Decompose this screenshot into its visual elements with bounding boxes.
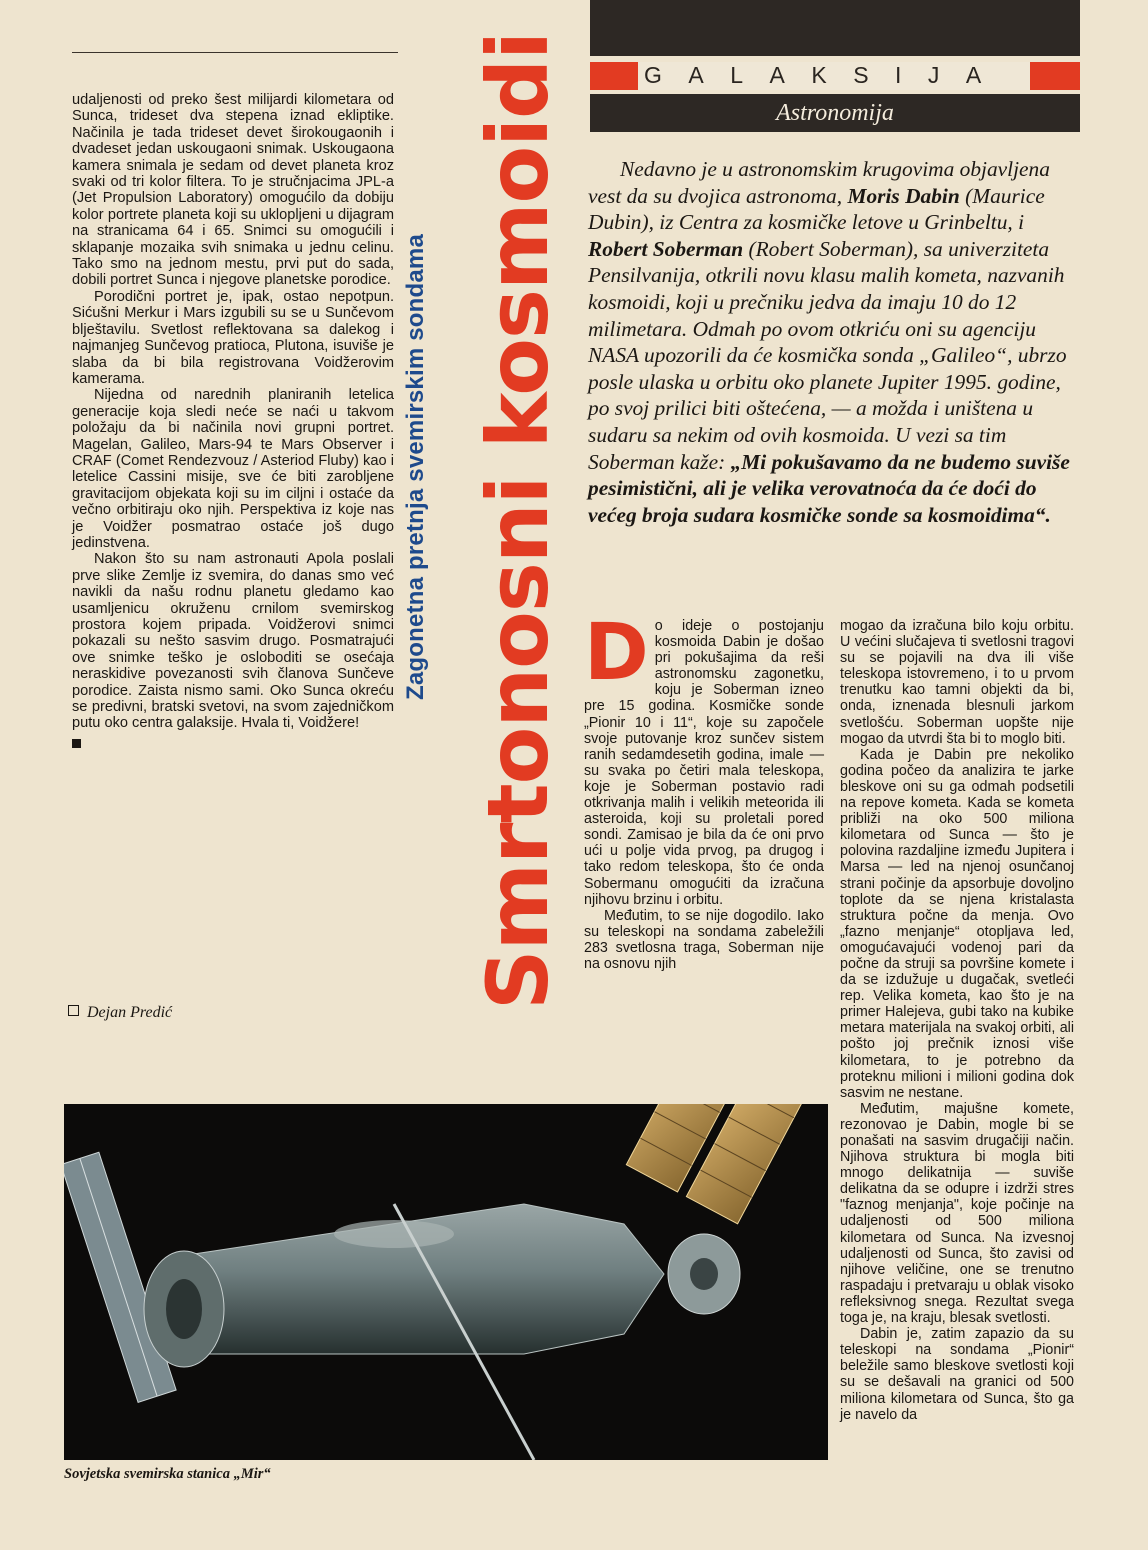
left-paragraph: Porodični portret je, ipak, ostao nepotpun. Sićušni Merkur i Mars izgubili su se u Sunčevom blještavilu. Svetlost reflektovana sa dalekog i najmanjeg Sunčevog pratioca, Plutona, isuviše je slaba da bi bila registrovana Voidžerovim kamerama. bbox=[72, 288, 394, 387]
lede-part: (Robert Soberman), sa univerziteta Pensilvanija, otkrili novu klasu malih kometa, nazvanih kosmoidi, koji u prečniku jedva da imaju 10 do 12 milimetara. Odmah po ovom otkriću oni su agenciju NASA upozorili da će kosmička sonda „Galileo“, ubrzo posle ulaska u orbitu oko planete Jupiter 1995. godine, po svoj prilici biti oštećena, — a možda i uništena u sudaru sa nekim od ovih kosmoida. U vezi sa tim Soberman kaže: bbox=[588, 236, 1067, 474]
article-paragraph-text: o ideje o postojanju kosmoida Dabin je došao pri pokušajima da reši astronomsku zagonetku, koju je Soberman izneo pre 15 godina. Kosmičke sonde „Pionir 10 i 11“, koje su započele svoje putovanje kroz sunčev sistem ranih sedamdesetih godina, imale — su svaka po četiri mala teleskopa, koje je Soberman postavio radi otkrivanja malih i velikih meteorida ili asteroida, koji su proletali pored sondi. Zamisao je bila da će oni prvo ući u polje vida prvog, pa drugog i tako redom teleskopa, što će onda Sobermanu omogućiti da izračuna njihovu brzinu i orbitu. bbox=[584, 618, 824, 908]
left-paragraph: Nijedna od narednih planiranih letelica generacije koja sledi neće se naći u takvom položaju da bi načinila novi grupni portret. Magelan, Galileo, Mars-94 te Mars Observer i CRAF (Comet Rendezvouz / Asteriod Fluby) kao i letelice Cassini misije, sve će biti zarobljene gravitacijom objekata koji su im ciljni i ostaće da večno orbitiraju oko njih. Perspektiva iz koje nas je Voidžer posmatrao ostaće još dugo jedinstvena. bbox=[72, 387, 394, 551]
left-column bbox=[72, 92, 394, 752]
end-mark bbox=[72, 739, 81, 748]
section-accent-right bbox=[1030, 62, 1080, 90]
article-paragraph: Dabin je, zatim zapazio da su teleskopi na sondama „Pionir“ beležile samo bleskove svetlosti koji su se dešavali na granici od 500 miliona kilometara od Sunca, što ga je navelo da bbox=[840, 1326, 1074, 1423]
lede-paragraph bbox=[588, 156, 1084, 528]
section-subtitle: Astronomija bbox=[590, 94, 1080, 132]
article-paragraph: Kada je Dabin pre nekoliko godina počeo da analizira te jarke bleskove oni su ga odmah podsetili na repove kometa. Kada se kometa približi na oko 500 miliona kilometara od Sunca — što je polovina razdaljine između Jupitera i Marsa — led na njenoj osunčanoj strani počinje da apsorbuje dovoljno toplote da se njena kristalasta struktura počne da menja. Ovo „fazno menjanje“ otopljava led, omogućavajući vodenoj pari da počne da struji sa površine komete i da se izdužuje u dugačak, svetleći rep. Velika kometa, kao što je na primer Halejeva, gubi tako na kubike metara materijala na svakoj orbiti, ali pošto joj prečnik iznosi više kilometara, to je potrebno da proteknu milioni i milioni godina dok sasvim ne nestane. bbox=[840, 746, 1074, 1101]
headline-kicker: Zagonetna pretnja svemirskim sondama bbox=[402, 233, 429, 700]
author-byline bbox=[68, 1004, 172, 1022]
left-paragraph: Nakon što su nam astronauti Apola poslali prve slike Zemlje iz svemira, do danas smo već navikli da našu rodnu planetu gledamo kao usamljenicu okruženu crnilom svemirskog prostora kojem pripada. Voidžerovi snimci pokazali su nešto sasvim drugo. Posmatrajući ove snimke teško je osloboditi se osećaja neraskidive povezanosti svih članova Sunčeve porodice. Zaista nismo sami. Oko Sunca okreću se predivni, bratski svetovi, na svom zajedničkom putu oko centra galaksije. Hvala ti, Voidžere! bbox=[72, 551, 394, 732]
photo-caption: Sovjetska svemirska stanica „Mir“ bbox=[64, 1466, 271, 1482]
article-paragraph: mogao da izračuna bilo koju orbitu. U većini slučajeva ti svetlosni tragovi su se pojavili na dva ili više teleskopa istovremeno, i to u prvom trenutku kao tamni objekti da bi, onda, iznenada blesnuli jarkom svetlošću. Soberman uopšte nije mogao da utvrdi šta bi to moglo biti. bbox=[840, 618, 1074, 747]
lede-part-bold: Moris Dabin bbox=[847, 183, 960, 208]
lede bbox=[588, 156, 1084, 528]
byline-box-icon bbox=[68, 1005, 79, 1016]
headline-title: Smrtonosni kosmoidi bbox=[469, 32, 567, 1010]
article-column-right bbox=[840, 618, 1074, 1423]
article-paragraph: Međutim, to se nije dogodilo. Iako su teleskopi na sondama zabeležili 283 svetlosna traga, Soberman nije na osnovu njih bbox=[584, 907, 824, 972]
section-header-bar bbox=[590, 0, 1080, 56]
space-station-photo bbox=[64, 1104, 828, 1460]
left-paragraph: udaljenosti od preko šest milijardi kilometara od Sunca, trideset dva stepena iznad ekliptike. Načinila je tada trideset devet širokougaonih i dvadeset jedan uskougaoni snimak. Uskougaona kamera snimala je sedam od devet planeta kroz svaki od tri kolor filtera. To je stručnjacima JPL-a (Jet Propulsion Laboratory) omogućilo da dobiju kolor portrete planeta koji su uklopljeni u dijagram na stranicama 64 i 65. Snimci su omogućili i sklapanje mozaika svih snimaka u jednu celinu. Tako smo na jednom mestu, prvi put do sada, dobili portret Sunca i njegove planetske porodice. bbox=[72, 92, 394, 289]
article-paragraph: Međutim, majušne komete, rezonovao je Dabin, mogle bi se ponašati na sasvim drugačiji način. Njihova struktura bi mogla biti mnogo delikatnija — suviše delikatna da se odupre i izdrži stres "faznog menjanja", koje počinje na udaljenosti od 500 miliona kilometara od Sunca. Na izvesnoj udaljenosti od Sunca, što zavisi od njihove veličine, one se trenutno raspadaju i pretvaraju u oblak visoko refleksivnog snega. Rezultat svega toga je, na kraju, blesak svetlosti. bbox=[840, 1100, 1074, 1327]
article-column-middle bbox=[584, 608, 824, 972]
lede-part: (Maurice Dubin), iz Centra za kosmičke letove u Grinbeltu, i bbox=[588, 183, 1045, 235]
lede-part-bold: Robert Soberman bbox=[588, 236, 744, 261]
dropcap: D bbox=[584, 608, 649, 698]
top-rule bbox=[72, 52, 398, 53]
article-paragraph bbox=[584, 608, 824, 908]
lede-part: Nedavno je u astronomskim krugovima objavljena vest da su dvojica astronoma, bbox=[588, 157, 1050, 208]
section-accent-left bbox=[590, 62, 638, 90]
section-title: GALAKSIJA bbox=[644, 62, 1008, 88]
lede-part-bold: „Mi pokušavamo da ne budemo suviše pesimistični, ali je velika verovatnoća da će doći do većeg broja sudara kosmičke sonde sa kosmoidima“. bbox=[588, 449, 1070, 527]
author-name: Dejan Predić bbox=[87, 1004, 173, 1021]
space-station-illustration bbox=[64, 1104, 828, 1460]
